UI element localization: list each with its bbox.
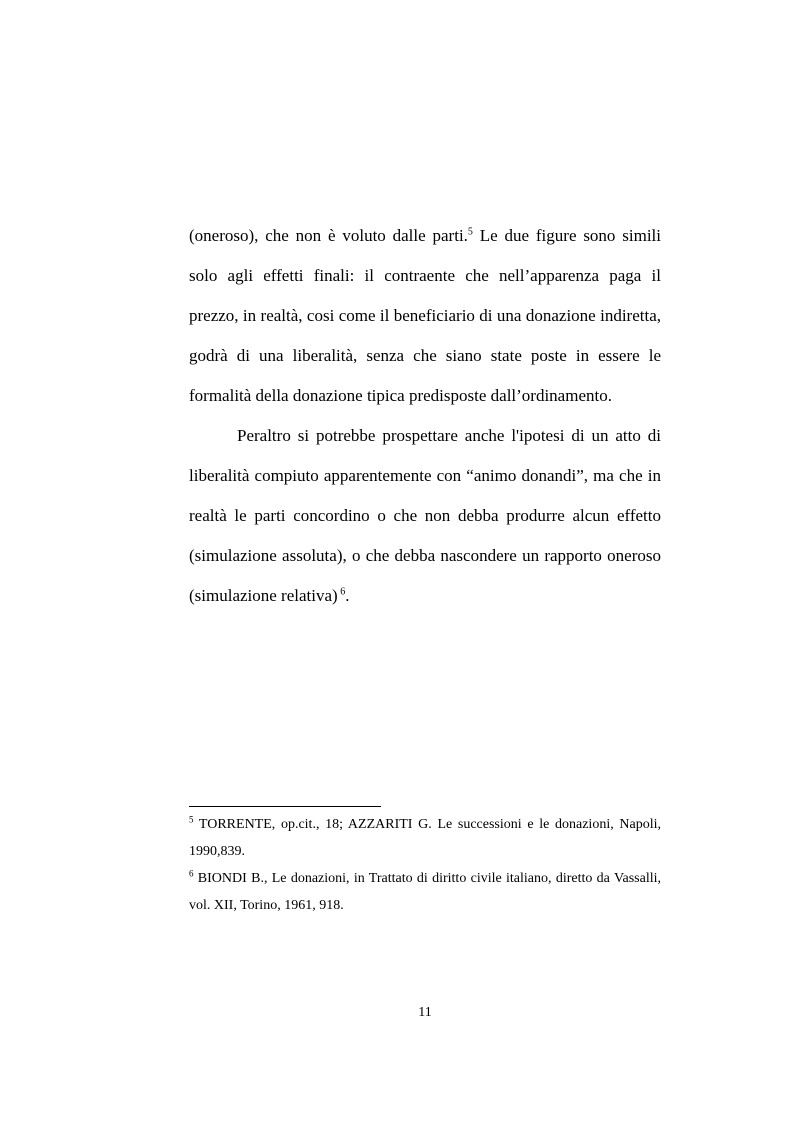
footnote-reference: 6 <box>337 586 346 598</box>
paragraph <box>189 416 661 616</box>
body-text <box>189 216 661 616</box>
footnote <box>189 811 661 865</box>
paragraph-text: . <box>345 586 350 605</box>
footnote-number: 6 <box>189 868 194 879</box>
paragraph-text: Peraltro si potrebbe prospettare anche l'ipotesi di un atto di liberalità compiuto apparentemente con “animo donandi”, ma che in realtà le parti concordino o che non debba produrre alcun effetto (simulazione assoluta), o che debba nascondere un rapporto oneroso (simulazione relativa) <box>189 426 661 605</box>
paragraph <box>189 216 661 416</box>
paragraph-text: Le due figure sono simili solo agli effetti finali: il contraente che nell’apparenza paga il prezzo, in realtà, cosi come il beneficiario di una donazione indiretta, godrà di una liberalità, senza che siano state poste in essere le formalità della donazione tipica predisposte dall’ordinamento. <box>189 226 661 405</box>
footnote-text: TORRENTE, op.cit., 18; AZZARITI G. Le successioni e le donazioni, Napoli, 1990,839. <box>189 817 661 859</box>
footnote-separator <box>189 806 381 807</box>
page-number: 11 <box>418 1005 432 1020</box>
footnote-number: 5 <box>189 814 194 825</box>
footnote <box>189 865 661 919</box>
footnotes <box>189 811 661 919</box>
footnote-reference: 5 <box>467 226 473 238</box>
footnote-text: BIONDI B., Le donazioni, in Trattato di diritto civile italiano, diretto da Vassalli, vol. XII, Torino, 1961, 918. <box>189 871 661 913</box>
paragraph-text: (oneroso), che non è voluto dalle parti. <box>189 226 468 245</box>
